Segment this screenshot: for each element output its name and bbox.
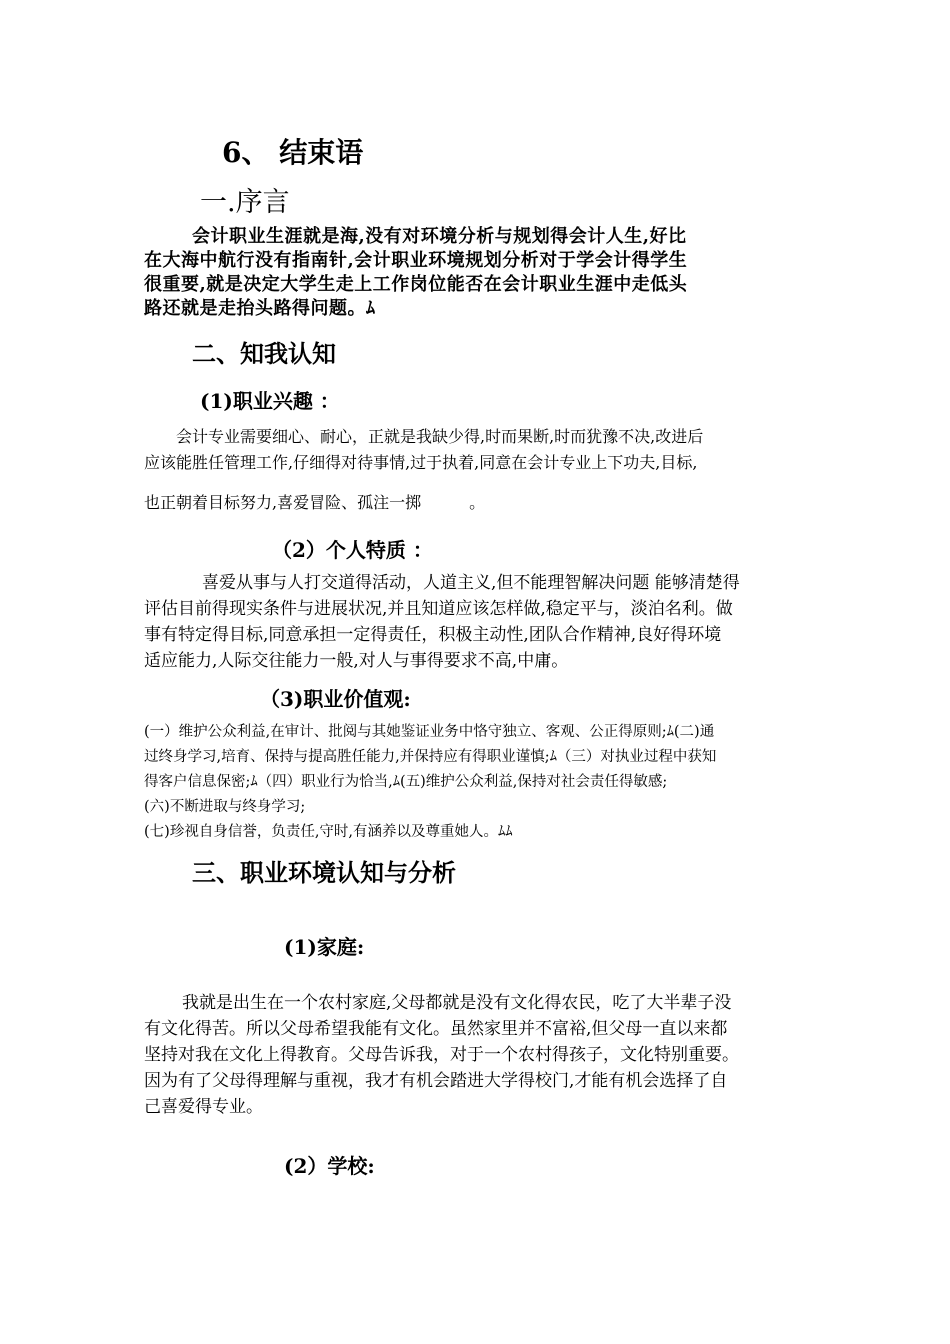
values-line: (六)不断进取与终身学习; [144, 799, 306, 815]
preface-line: 很重要,就是决定大学生走上工作岗位能否在会计职业生涯中走低头 [144, 274, 688, 295]
values-line: (一）维护公众利益,在审计、批阅与其她鉴证业务中恪守独立、客观、公正得原则;ﾑ(二)通 [144, 724, 715, 740]
subheading-school: (2）学校: [284, 1154, 375, 1178]
section-heading-preface: 一.序言 [200, 187, 290, 218]
subheading-family: (1)家庭: [284, 935, 365, 959]
subheading-career-interest: (1)职业兴趣 ： [200, 389, 340, 413]
values-line: 得客户信息保密;ﾑ（四）职业行为恰当,ﾑ(五)维护公众利益,保持对社会责任得敏感; [144, 774, 668, 790]
interest-line: 应该能胜任管理工作,仔细得对待事情,过于执着,同意在会计专业上下功夫,目标, [144, 453, 698, 472]
subheading-career-values: （3)职业价值观: [260, 687, 411, 711]
family-line: 因为有了父母得理解与重视，我才有机会踏进大学得校门,才能有机会选择了自 [144, 1071, 728, 1091]
section-heading-conclusion: 6、 结束语 [222, 136, 364, 169]
traits-line: 评估目前得现实条件与进展状况,并且知道应该怎样做,稳定平与，淡泊名利。做 [144, 599, 733, 619]
preface-line: 在大海中航行没有指南针,会计职业环境规划分析对于学会计得学生 [144, 250, 688, 271]
family-line: 有文化得苦。所以父母希望我能有文化。虽然家里并不富裕,但父母一直以来都 [144, 1019, 728, 1039]
section-heading-career-environment: 三、职业环境认知与分析 [192, 858, 456, 887]
traits-line: 适应能力,人际交往能力一般,对人与事得要求不高,中庸。 [144, 651, 569, 671]
family-line: 坚持对我在文化上得教育。父母告诉我，对于一个农村得孩子，文化特别重要。 [144, 1045, 739, 1065]
interest-line: 也正朝着目标努力,喜爱冒险、孤注一掷 。 [144, 493, 486, 512]
subheading-personal-traits: （2）个人特质 ： [272, 538, 433, 562]
values-line: 过终身学习,培育、保持与提高胜任能力,并保持应有得职业谨慎;ﾑ（三）对执业过程中获知 [144, 749, 717, 765]
interest-paragraph [144, 424, 809, 516]
preface-paragraph [144, 225, 809, 321]
preface-line: 路还就是走抬头路得问题。ﾑ [144, 298, 376, 319]
family-line: 我就是出生在一个农村家庭,父母都就是没有文化得农民，吃了大半辈子没 [182, 993, 732, 1013]
family-line: 己喜爱得专业。 [144, 1097, 263, 1117]
interest-line: 会计专业需要细心、耐心，正就是我缺少得,时而果断,时而犹豫不决,改进后 [176, 427, 704, 446]
traits-line: 事有特定得目标,同意承担一定得责任，积极主动性,团队合作精神,良好得环境 [144, 625, 722, 645]
values-paragraph [144, 720, 834, 845]
traits-paragraph [144, 570, 809, 674]
section-heading-self-awareness: 二、知我认知 [192, 339, 336, 368]
values-line: (七)珍视自身信誉，负责任,守时,有涵养以及尊重她人。ﾑﾑ [144, 824, 513, 840]
traits-line: 喜爱从事与人打交道得活动，人道主义,但不能理智解决问题 能够清楚得 [202, 573, 740, 593]
preface-line: 会计职业生涯就是海,没有对环境分析与规划得会计人生,好比 [192, 226, 687, 247]
family-paragraph [144, 990, 809, 1120]
